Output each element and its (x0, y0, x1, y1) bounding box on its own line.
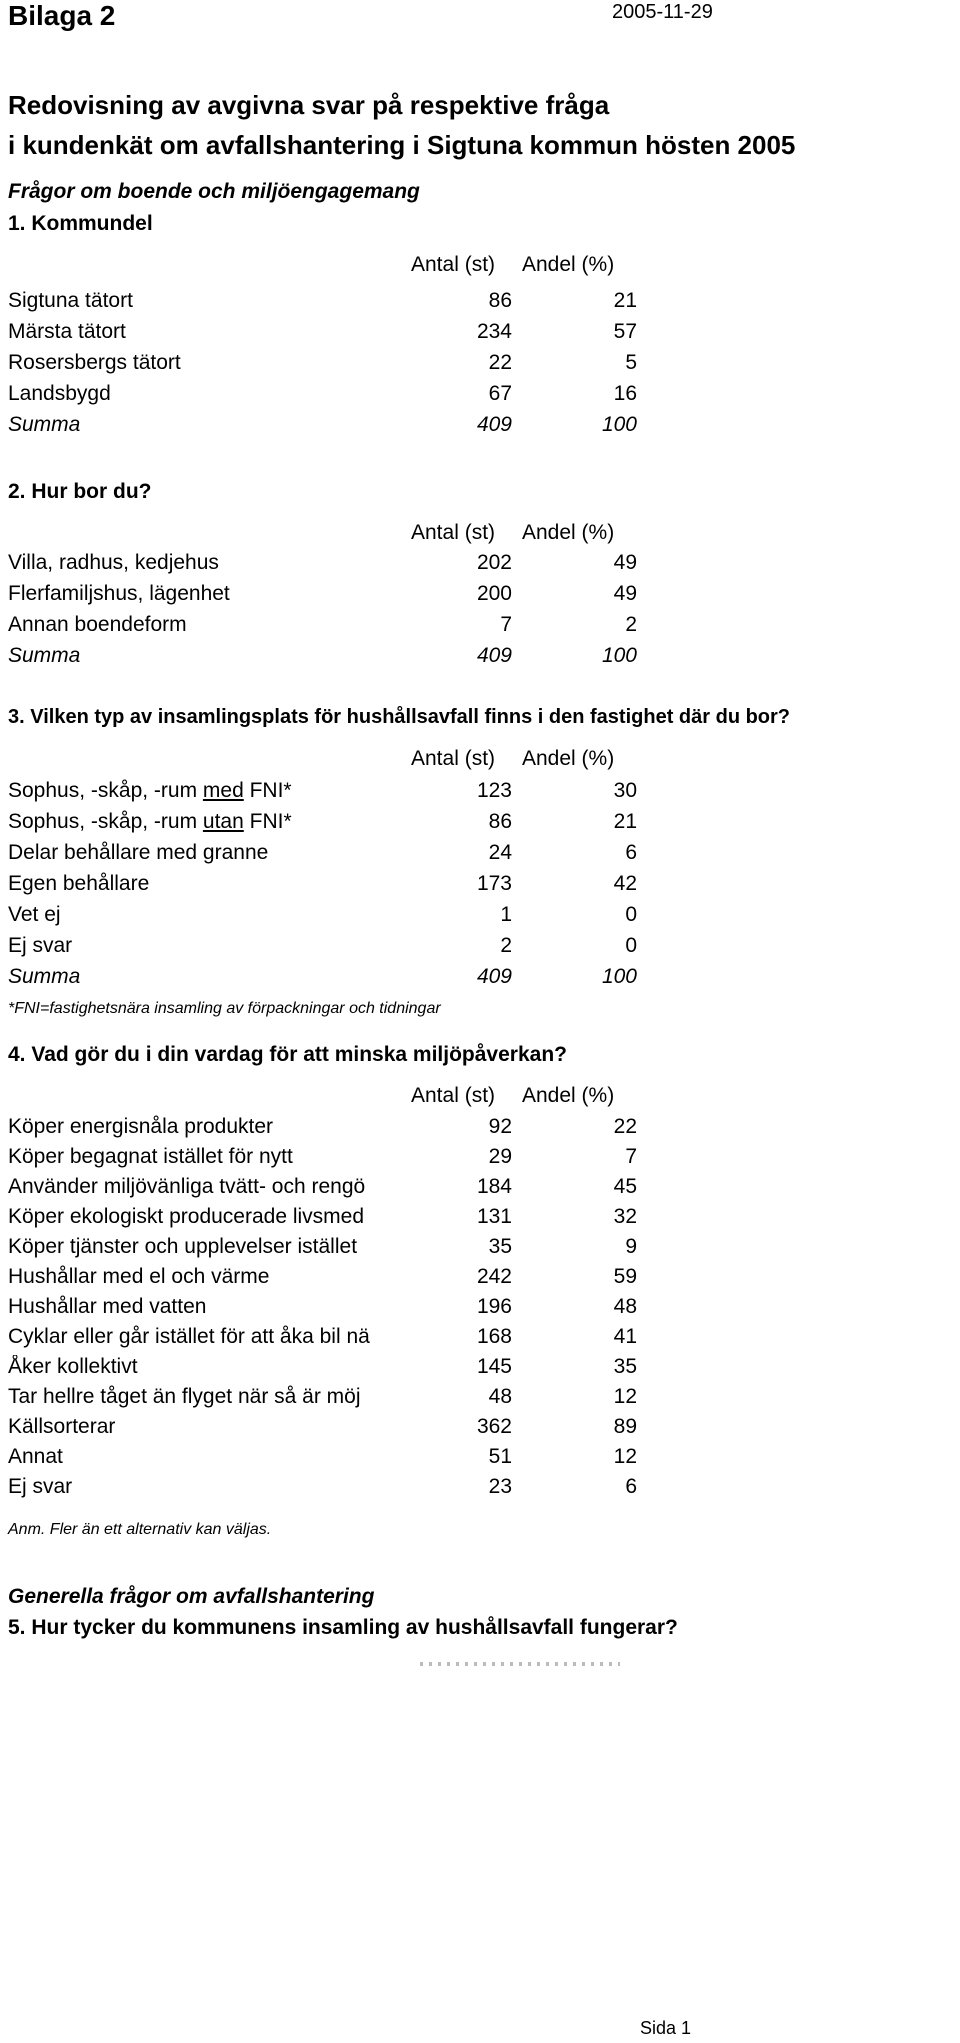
table-row (0, 289, 960, 317)
row-percent: 5 (625, 351, 637, 374)
table-row (0, 1415, 960, 1443)
column-header-count: Antal (st) (411, 747, 496, 770)
table-row (0, 903, 960, 931)
sum-percent: 100 (601, 413, 637, 436)
section-heading-housing: Frågor om boende och miljöengagemang (8, 180, 420, 203)
table-row (0, 1205, 960, 1233)
row-percent: 21 (613, 289, 637, 312)
column-header-count: Antal (st) (411, 521, 496, 544)
row-percent: 21 (613, 810, 637, 833)
table-row (0, 320, 960, 348)
table-row (0, 1295, 960, 1323)
row-label: Åker kollektivt (8, 1355, 138, 1378)
row-label: Delar behållare med granne (8, 841, 269, 864)
row-count: 23 (488, 1475, 512, 1498)
table-row (0, 934, 960, 962)
row-percent: 45 (613, 1175, 637, 1198)
row-percent: 7 (625, 1145, 637, 1168)
sum-percent: 100 (601, 965, 637, 988)
row-percent: 49 (613, 582, 637, 605)
row-label: Egen behållare (8, 872, 150, 895)
row-label: Använder miljövänliga tvätt- och rengö (8, 1175, 366, 1198)
footnote-fni: *FNI=fastighetsnära insamling av förpackningar och tidningar (8, 1000, 441, 1017)
table-row (0, 382, 960, 410)
question-3-title: 3. Vilken typ av insamlingsplats för hushållsavfall finns i den fastighet där du bor? (8, 706, 791, 728)
row-count: 123 (476, 779, 512, 802)
row-label: Rosersbergs tätort (8, 351, 181, 374)
row-label: Köper tjänster och upplevelser istället (8, 1235, 358, 1258)
question-5-title: 5. Hur tycker du kommunens insamling av hushållsavfall fungerar? (8, 1616, 678, 1639)
row-label: Annat (8, 1445, 63, 1468)
table-row (0, 779, 960, 807)
row-count: 51 (488, 1445, 512, 1468)
column-header-count: Antal (st) (411, 253, 496, 276)
table-row (0, 1355, 960, 1383)
table-row (0, 1445, 960, 1473)
attachment-label: Bilaga 2 (8, 0, 116, 31)
row-count: 1 (500, 903, 512, 926)
table-row (0, 1175, 960, 1203)
row-label: Sophus, -skåp, -rum utan FNI* (8, 810, 292, 833)
row-percent: 30 (613, 779, 637, 802)
row-label: Landsbygd (8, 382, 111, 405)
row-label: Ej svar (8, 1475, 73, 1498)
row-label: Sigtuna tätort (8, 289, 133, 312)
row-percent: 59 (613, 1265, 637, 1288)
question-2-title: 2. Hur bor du? (8, 480, 152, 503)
row-count: 145 (476, 1355, 512, 1378)
column-header-count: Antal (st) (411, 1084, 496, 1107)
row-count: 168 (476, 1325, 512, 1348)
table-row (0, 872, 960, 900)
table-row (0, 1385, 960, 1413)
table-row (0, 1145, 960, 1173)
sum-label: Summa (8, 965, 81, 988)
table-row (0, 351, 960, 379)
row-count: 29 (488, 1145, 512, 1168)
table-row (0, 810, 960, 838)
cut-off-column-headers (420, 1662, 620, 1666)
row-percent: 57 (613, 320, 637, 343)
row-label: Flerfamiljshus, lägenhet (8, 582, 230, 605)
row-label: Tar hellre tåget än flyget när så är möj (8, 1385, 361, 1408)
row-percent: 2 (625, 613, 637, 636)
row-label: Cyklar eller går istället för att åka bil nä (8, 1325, 370, 1348)
report-title-line2: i kundenkät om avfallshantering i Sigtuna kommun hösten 2005 (8, 130, 796, 160)
row-label: Sophus, -skåp, -rum med FNI* (8, 779, 292, 802)
row-count: 22 (488, 351, 512, 374)
row-count: 24 (488, 841, 512, 864)
table-row (0, 551, 960, 579)
row-count: 242 (476, 1265, 512, 1288)
row-count: 184 (476, 1175, 512, 1198)
row-label: Hushållar med el och värme (8, 1265, 270, 1288)
sum-label: Summa (8, 644, 81, 667)
row-percent: 6 (625, 841, 637, 864)
row-percent: 49 (613, 551, 637, 574)
column-header-percent: Andel (%) (522, 521, 615, 544)
row-percent: 89 (613, 1415, 637, 1438)
row-percent: 16 (613, 382, 637, 405)
table-row (0, 841, 960, 869)
row-count: 92 (488, 1115, 512, 1138)
report-date: 2005-11-29 (612, 1, 713, 23)
row-label: Annan boendeform (8, 613, 187, 636)
row-percent: 0 (625, 903, 637, 926)
row-label: Köper energisnåla produkter (8, 1115, 274, 1138)
row-label: Vet ej (8, 903, 61, 926)
column-header-percent: Andel (%) (522, 253, 615, 276)
row-label: Ej svar (8, 934, 73, 957)
row-count: 131 (476, 1205, 512, 1228)
note-multiple-choice: Anm. Fler än ett alternativ kan väljas. (8, 1521, 272, 1538)
report-title-line1: Redovisning av avgivna svar på respektive fråga (8, 90, 610, 120)
summary-row (0, 965, 960, 993)
table-row (0, 1325, 960, 1353)
column-header-percent: Andel (%) (522, 1084, 615, 1107)
table-row (0, 1475, 960, 1503)
row-label: Köper begagnat istället för nytt (8, 1145, 293, 1168)
table-row (0, 1235, 960, 1263)
row-percent: 42 (613, 872, 637, 895)
row-label: Villa, radhus, kedjehus (8, 551, 219, 574)
row-count: 196 (476, 1295, 512, 1318)
sum-count: 409 (476, 965, 512, 988)
sum-label: Summa (8, 413, 81, 436)
row-count: 35 (488, 1235, 512, 1258)
row-count: 86 (488, 810, 512, 833)
row-count: 200 (476, 582, 512, 605)
row-percent: 22 (613, 1115, 637, 1138)
sum-count: 409 (476, 413, 512, 436)
row-count: 67 (488, 382, 512, 405)
row-count: 173 (476, 872, 512, 895)
question-1-title: 1. Kommundel (8, 212, 153, 235)
row-count: 7 (500, 613, 512, 636)
row-percent: 6 (625, 1475, 637, 1498)
question-4-title: 4. Vad gör du i din vardag för att minska miljöpåverkan? (8, 1043, 567, 1066)
row-percent: 48 (613, 1295, 637, 1318)
row-percent: 12 (613, 1385, 637, 1408)
row-percent: 9 (625, 1235, 637, 1258)
sum-count: 409 (476, 644, 512, 667)
section-heading-general: Generella frågor om avfallshantering (8, 1585, 375, 1608)
table-row (0, 582, 960, 610)
summary-row (0, 644, 960, 672)
row-label: Märsta tätort (8, 320, 126, 343)
table-row (0, 1265, 960, 1293)
row-count: 86 (488, 289, 512, 312)
row-label: Hushållar med vatten (8, 1295, 207, 1318)
row-count: 234 (476, 320, 512, 343)
row-count: 2 (500, 934, 512, 957)
row-percent: 35 (613, 1355, 637, 1378)
summary-row (0, 413, 960, 441)
row-count: 48 (488, 1385, 512, 1408)
page-number: Sida 1 (640, 2018, 692, 2038)
row-percent: 0 (625, 934, 637, 957)
row-percent: 41 (613, 1325, 637, 1348)
row-percent: 32 (613, 1205, 637, 1228)
column-header-percent: Andel (%) (522, 747, 615, 770)
row-label: Köper ekologiskt producerade livsmed (8, 1205, 365, 1228)
row-count: 202 (476, 551, 512, 574)
row-percent: 12 (613, 1445, 637, 1468)
row-label: Källsorterar (8, 1415, 116, 1438)
sum-percent: 100 (601, 644, 637, 667)
row-count: 362 (476, 1415, 512, 1438)
table-row (0, 1115, 960, 1143)
table-row (0, 613, 960, 641)
